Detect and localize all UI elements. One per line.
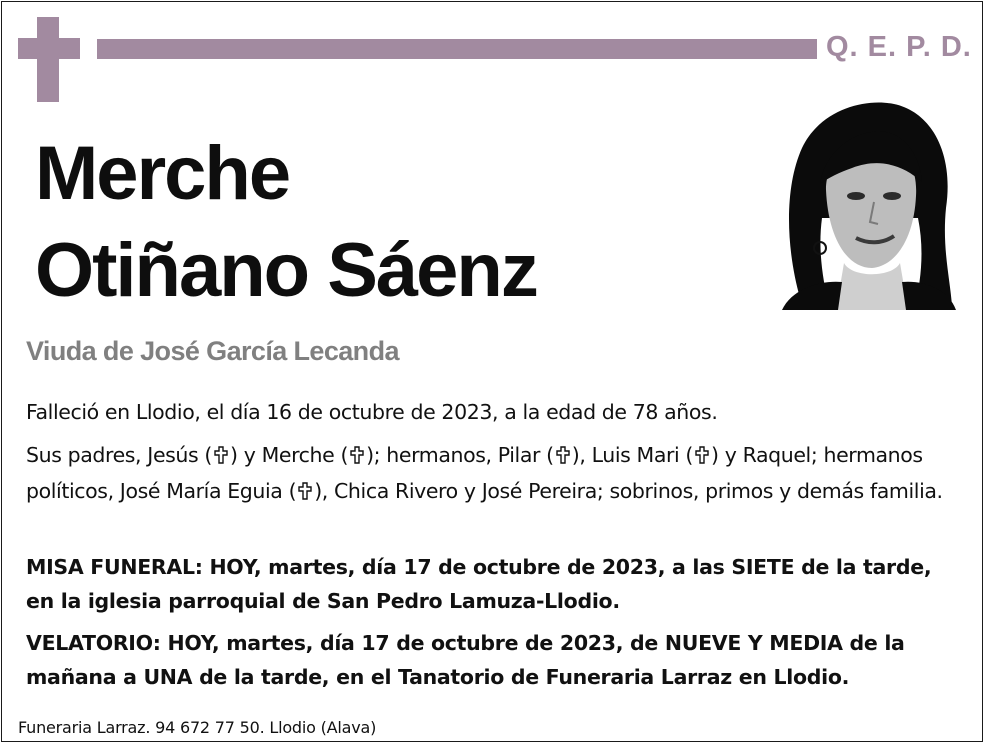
- cross-icon: [37, 17, 59, 102]
- deceased-photo: [782, 98, 956, 310]
- small-cross-icon: [349, 440, 365, 474]
- small-cross-icon: [297, 476, 313, 510]
- misa-funeral: MISA FUNERAL: HOY, martes, día 17 de octubre de 2023, a las SIETE de la tarde, en la iglesia parroquial de San Pedro Lamuza-Llodio.: [26, 555, 932, 613]
- family-text-6: ), Chica Rivero y José Pereira; sobrinos, primos y demás familia.: [314, 479, 943, 503]
- death-notice: Falleció en Llodio, el día 16 de octubre de 2023, a la edad de 78 años.: [26, 400, 718, 424]
- family-text-4: ), Luis Mari (: [571, 443, 694, 467]
- family-text-1: Sus padres, Jesús (: [26, 443, 213, 467]
- cross-icon-bar: [18, 38, 80, 59]
- small-cross-icon: [213, 440, 229, 474]
- small-cross-icon: [555, 440, 571, 474]
- family-text-5: ) y Raquel; hermanos políticos, José María Eguia (: [26, 443, 923, 503]
- velatorio: VELATORIO: HOY, martes, día 17 de octubre de 2023, de NUEVE Y MEDIA de la mañana a UNA de la tarde, en el Tanatorio de Funeraria Larraz en Llodio.: [26, 631, 905, 689]
- qepd-label: Q. E. P. D.: [826, 31, 972, 63]
- footer-contact: Funeraria Larraz. 94 672 77 50. Llodio (Alava): [18, 718, 377, 737]
- small-cross-icon: [694, 440, 710, 474]
- family-list: [26, 438, 956, 510]
- deceased-surnames: Otiñano Sáenz: [35, 228, 537, 313]
- widow-of: Viuda de José García Lecanda: [26, 336, 399, 366]
- family-text-3: ); hermanos, Pilar (: [366, 443, 554, 467]
- family-text-2: ) y Merche (: [230, 443, 349, 467]
- header-rule: [97, 39, 817, 59]
- deceased-first-name: Merche: [35, 131, 290, 216]
